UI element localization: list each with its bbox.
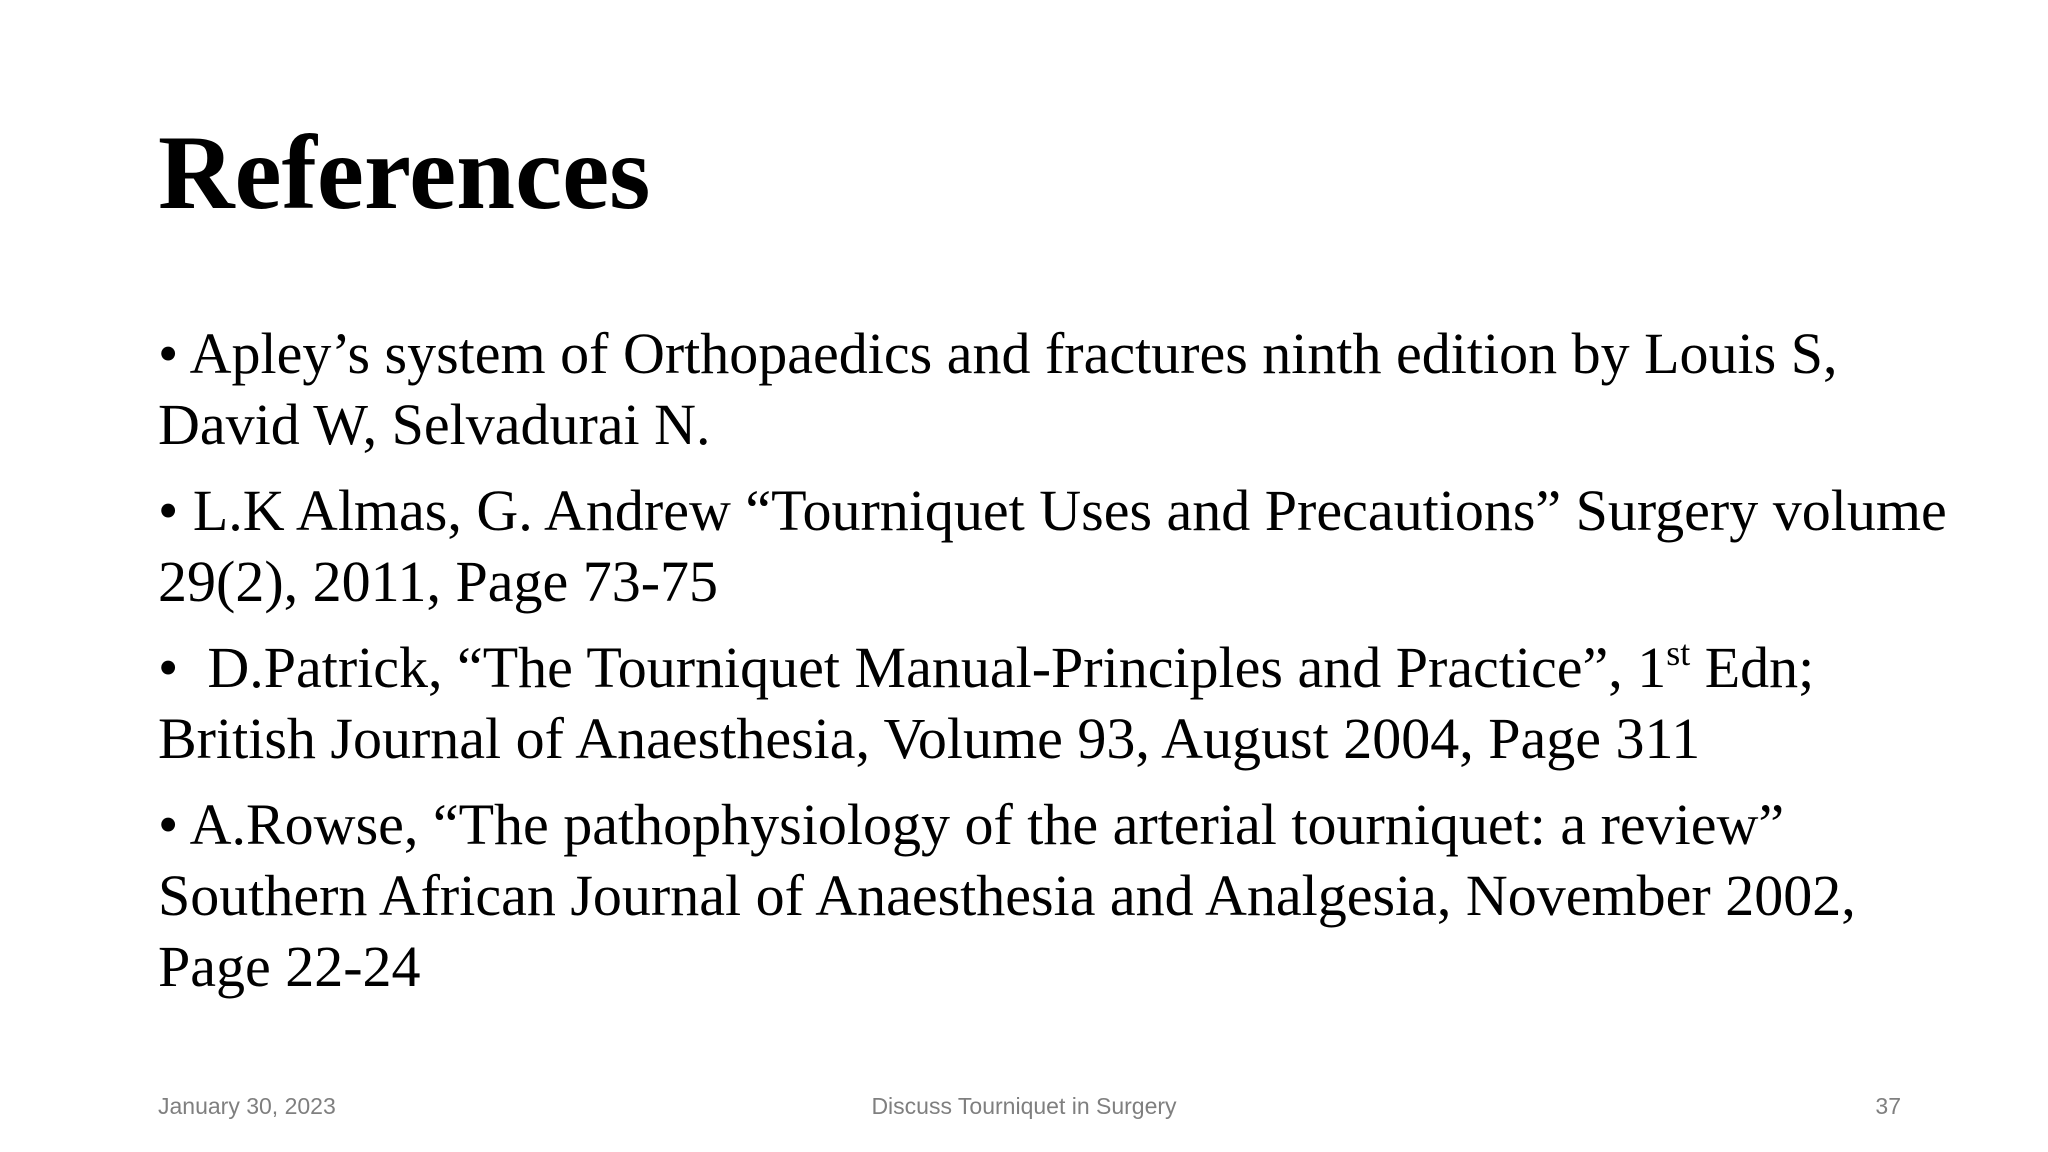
references-list (158, 318, 1948, 1017)
page-number: 37 (1875, 1093, 1901, 1119)
reference-text-before: D.Patrick, “The Tourniquet Manual-Principles and Practice”, 1 (178, 635, 1667, 700)
reference-item-2 (158, 475, 1948, 617)
bullet: • (158, 792, 179, 857)
reference-text: Apley’s system of Orthopaedics and fractures ninth edition by Louis S, David W, Selvadurai N. (158, 321, 1838, 457)
bullet: • (158, 635, 179, 700)
bullet: • (158, 478, 179, 543)
reference-item-3 (158, 632, 1948, 774)
reference-item-4 (158, 789, 1948, 1002)
bullet: • (158, 321, 179, 386)
slide-title: References (158, 114, 651, 231)
reference-text: A.Rowse, “The pathophysiology of the arterial tourniquet: a review” Southern African Journal of Anaesthesia and Analgesia, November 2002, Page 22-24 (158, 792, 1856, 999)
ordinal-superscript: st (1666, 633, 1691, 673)
reference-text: L.K Almas, G. Andrew “Tourniquet Uses and Precautions” Surgery volume 29(2), 2011, Page 73-75 (158, 478, 1947, 614)
reference-text-after: Edn; British Journal of Anaesthesia, Volume 93, August 2004, Page 311 (158, 635, 1815, 771)
footer-date: January 30, 2023 (158, 1093, 336, 1119)
reference-item-1 (158, 318, 1948, 460)
footer-title: Discuss Tourniquet in Surgery (871, 1093, 1177, 1119)
